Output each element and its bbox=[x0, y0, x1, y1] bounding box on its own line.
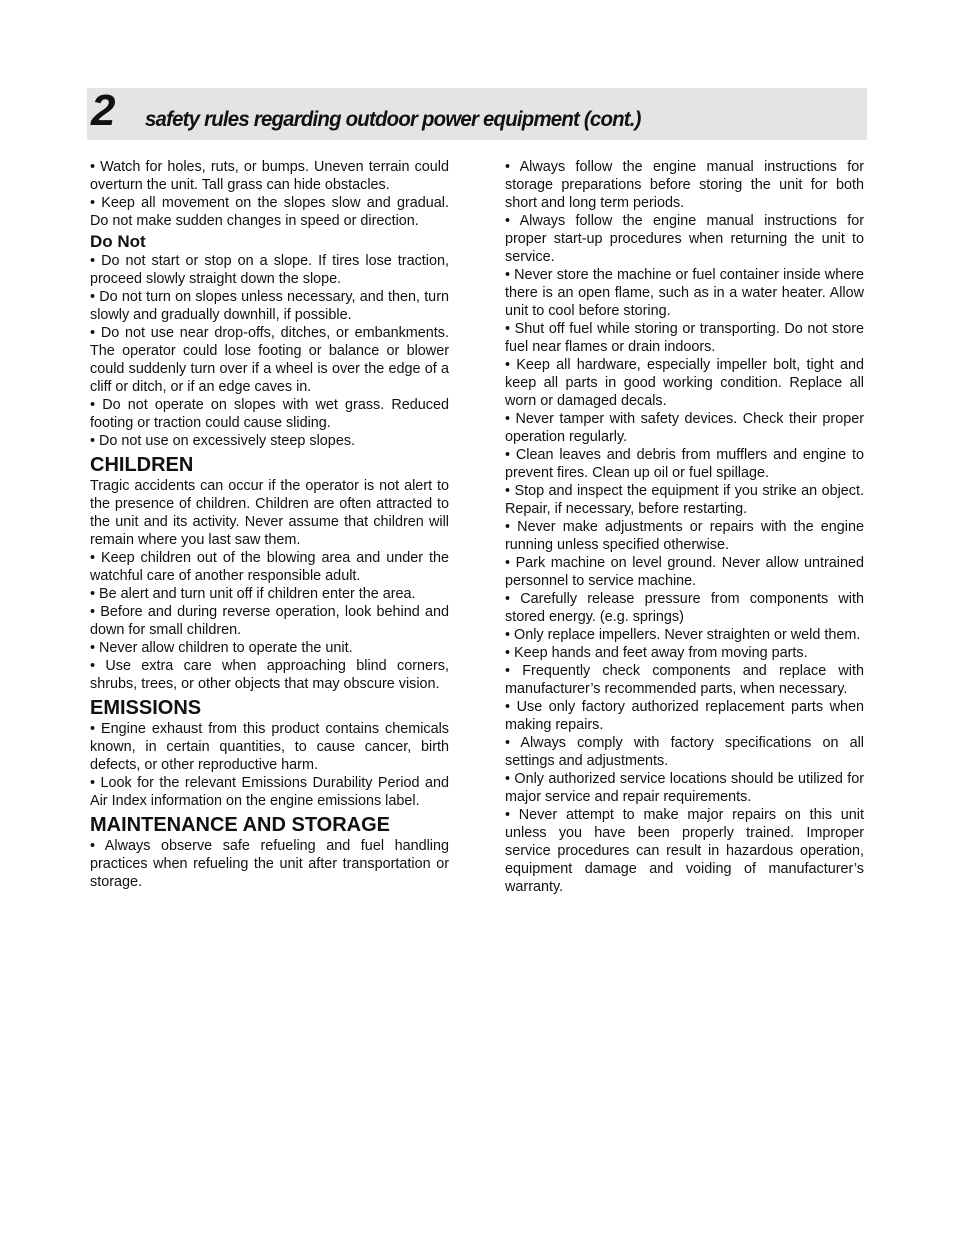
maintenance-bullet: • Only authorized service locations should be utilized for major service and repair requirements. bbox=[505, 771, 864, 805]
section-number: 2 bbox=[91, 86, 115, 135]
maintenance-bullet: • Never tamper with safety devices. Check their proper operation regularly. bbox=[505, 411, 864, 445]
maintenance-bullet: • Always follow the engine manual instructions for storage preparations before storing the unit for both short and long term periods. bbox=[505, 159, 864, 211]
maintenance-heading: MAINTENANCE AND STORAGE bbox=[90, 814, 391, 836]
emissions-bullet: • Look for the relevant Emissions Durability Period and Air Index information on the engine emissions label. bbox=[90, 775, 449, 809]
children-bullet: • Keep children out of the blowing area and under the watchful care of another responsible adult. bbox=[90, 550, 449, 584]
children-bullet: • Use extra care when approaching blind corners, shrubs, trees, or other objects that may obscure vision. bbox=[90, 658, 449, 692]
do-not-bullet: • Do not operate on slopes with wet grass. Reduced footing or traction could cause sliding. bbox=[90, 397, 449, 431]
emissions-bullet: • Engine exhaust from this product contains chemicals known, in certain quantities, to cause cancer, birth defects, or other reproductive harm. bbox=[90, 721, 449, 773]
maintenance-bullet: • Frequently check components and replace with manufacturer’s recommended parts, when necessary. bbox=[505, 663, 864, 697]
emissions-heading: EMISSIONS bbox=[90, 697, 202, 719]
maintenance-bullet: • Use only factory authorized replacement parts when making repairs. bbox=[505, 699, 864, 733]
do-not-bullet: • Do not use near drop-offs, ditches, or embankments. The operator could lose footing or balance or blower could suddenly turn over if a wheel is over the edge of a cliff or ditch, or if an edge caves in. bbox=[90, 325, 449, 395]
children-heading: CHILDREN bbox=[90, 454, 194, 476]
maintenance-bullet: • Only replace impellers. Never straighten or weld them. bbox=[505, 627, 861, 643]
left-column bbox=[90, 158, 449, 891]
children-paragraph: Tragic accidents can occur if the operator is not alert to the presence of children. Children are often attracted to the unit and its activity. Never assume that children will remain where you last saw them. bbox=[90, 478, 449, 548]
maintenance-bullet: • Keep hands and feet away from moving parts. bbox=[505, 645, 808, 661]
right-column bbox=[505, 158, 864, 896]
maintenance-bullet: • Never store the machine or fuel container inside where there is an open flame, such as in a water heater. Allow unit to cool before storing. bbox=[505, 267, 864, 319]
maintenance-bullet: • Always follow the engine manual instructions for proper start-up procedures when returning the unit to service. bbox=[505, 213, 864, 265]
section-header bbox=[87, 88, 867, 140]
children-bullet: • Be alert and turn unit off if children enter the area. bbox=[90, 586, 416, 602]
intro-bullet: • Watch for holes, ruts, or bumps. Uneven terrain could overturn the unit. Tall grass can hide obstacles. bbox=[90, 159, 449, 193]
maintenance-bullet: • Carefully release pressure from components with stored energy. (e.g. springs) bbox=[505, 591, 864, 625]
maintenance-bullet: • Clean leaves and debris from mufflers and engine to prevent fires. Clean up oil or fuel spillage. bbox=[505, 447, 864, 481]
intro-bullet: • Keep all movement on the slopes slow and gradual. Do not make sudden changes in speed or direction. bbox=[90, 195, 449, 229]
do-not-heading: Do Not bbox=[90, 232, 146, 251]
maintenance-bullet: • Stop and inspect the equipment if you strike an object. Repair, if necessary, before restarting. bbox=[505, 483, 864, 517]
children-bullet: • Before and during reverse operation, look behind and down for small children. bbox=[90, 604, 449, 638]
maintenance-bullet: • Shut off fuel while storing or transporting. Do not store fuel near flames or drain indoors. bbox=[505, 321, 864, 355]
do-not-bullet: • Do not start or stop on a slope. If tires lose traction, proceed slowly straight down the slope. bbox=[90, 253, 449, 287]
maintenance-bullet: • Never attempt to make major repairs on this unit unless you have been properly trained. Improper service procedures can result in hazardous operation, equipment damage and voiding of manufacturer’s warranty. bbox=[505, 807, 864, 895]
section-title: safety rules regarding outdoor power equipment (cont.) bbox=[145, 108, 641, 131]
maintenance-bullet: • Always comply with factory specifications on all settings and adjustments. bbox=[505, 735, 864, 769]
do-not-bullet: • Do not use on excessively steep slopes. bbox=[90, 433, 356, 449]
maintenance-bullet: • Never make adjustments or repairs with the engine running unless specified otherwise. bbox=[505, 519, 864, 553]
maintenance-bullet: • Park machine on level ground. Never allow untrained personnel to service machine. bbox=[505, 555, 864, 589]
maintenance-bullet: • Keep all hardware, especially impeller bolt, tight and keep all parts in good working condition. Replace all worn or damaged decals. bbox=[505, 357, 864, 409]
maintenance-bullet: • Always observe safe refueling and fuel handling practices when refueling the unit after transportation or storage. bbox=[90, 838, 449, 890]
children-bullet: • Never allow children to operate the unit. bbox=[90, 640, 353, 656]
do-not-bullet: • Do not turn on slopes unless necessary, and then, turn slowly and gradually downhill, if possible. bbox=[90, 289, 449, 323]
